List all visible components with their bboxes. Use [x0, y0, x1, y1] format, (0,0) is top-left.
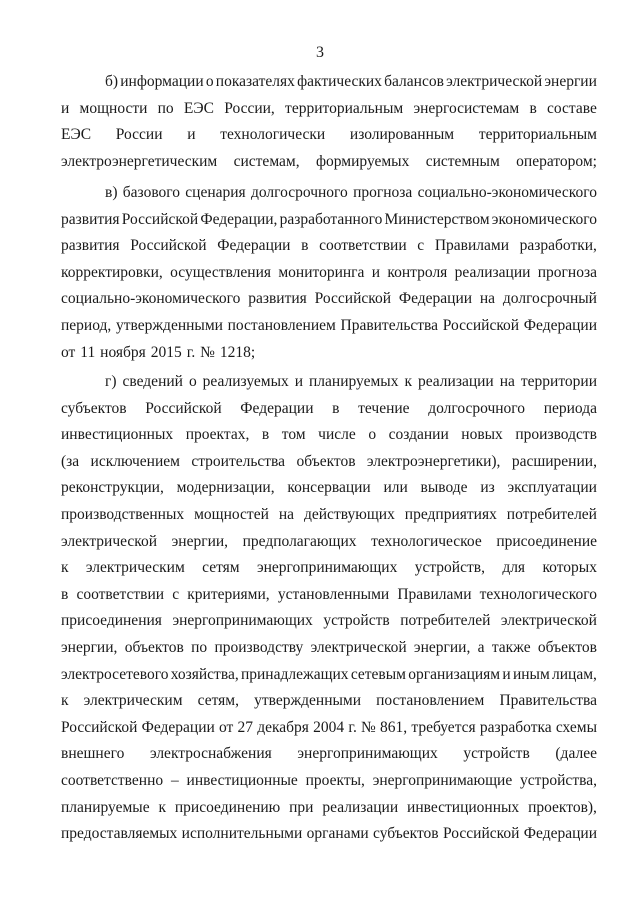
- word: принадлежащих: [240, 665, 349, 683]
- word: которых: [542, 559, 597, 577]
- word: устройств,: [414, 559, 485, 577]
- word: постановлением: [227, 316, 336, 334]
- page-number: 3: [316, 44, 324, 61]
- word: Министерством: [384, 210, 490, 228]
- paragraph-line: [61, 475, 597, 502]
- paragraph-line: [61, 502, 597, 529]
- word: Российской: [130, 237, 207, 255]
- word: проектах,: [185, 426, 250, 444]
- word: долгосрочный: [502, 290, 597, 308]
- word: устройств: [463, 745, 530, 763]
- paragraph-line: [61, 340, 597, 367]
- word: оператором;: [516, 152, 597, 170]
- word: 27: [237, 718, 254, 736]
- word: соответствии: [76, 585, 165, 603]
- word: энергии,: [61, 638, 118, 656]
- paragraph-v: [61, 180, 597, 366]
- word: территории: [520, 373, 597, 390]
- word: долгосрочного: [428, 399, 526, 417]
- word: в: [261, 426, 270, 444]
- word: выводе: [420, 479, 468, 497]
- word: развития: [248, 290, 307, 308]
- word: системам,: [233, 152, 300, 170]
- word: по: [157, 99, 174, 117]
- word: Федерации: [398, 290, 473, 308]
- word: энергопринимающих: [256, 559, 398, 577]
- paragraph-line: [61, 449, 597, 476]
- paragraph-line: [61, 369, 597, 396]
- word: лицам,: [552, 665, 597, 683]
- word: реализации: [322, 798, 399, 816]
- paragraph-line: [61, 688, 597, 715]
- word: реализации: [454, 263, 531, 281]
- word: (далее: [555, 745, 597, 763]
- paragraph-line: [61, 260, 597, 287]
- paragraph-line: [61, 768, 597, 795]
- word: Правительства: [340, 316, 439, 334]
- word: производству: [214, 638, 304, 656]
- word: сценария: [185, 184, 246, 201]
- word: и: [502, 665, 511, 683]
- word: балансов: [384, 73, 444, 90]
- word: электрической: [61, 532, 158, 550]
- word: №: [200, 343, 215, 361]
- word: сетям,: [197, 692, 239, 710]
- word: ЕЭС: [61, 126, 92, 144]
- word: по: [191, 638, 208, 656]
- paragraph-line: [61, 313, 597, 340]
- paragraph-line: [61, 149, 597, 176]
- word: предполагающих: [242, 532, 357, 550]
- word: из: [480, 479, 495, 497]
- word: прогноза: [353, 184, 413, 201]
- word: производственных: [61, 505, 185, 523]
- word: Правительства: [499, 692, 597, 710]
- paragraph-line: [61, 207, 597, 234]
- word: электрической: [446, 73, 543, 90]
- word: планируемых: [309, 373, 399, 390]
- word: о: [368, 426, 377, 444]
- word: том: [281, 426, 306, 444]
- paragraph-line: [61, 635, 597, 662]
- word: электрическим: [83, 692, 183, 710]
- word: устройства,: [520, 771, 597, 789]
- word: г): [105, 373, 117, 390]
- word: долгосрочного: [250, 184, 348, 201]
- word: о: [205, 73, 214, 90]
- word: расширении,: [511, 452, 597, 470]
- word: Российской: [442, 316, 520, 334]
- word: или: [383, 479, 408, 497]
- word: электрическим: [85, 559, 185, 577]
- paragraph-line: [61, 795, 597, 822]
- word: электрической: [500, 612, 597, 630]
- word: к: [158, 798, 166, 816]
- word: базового: [122, 184, 180, 201]
- word: консервации: [287, 479, 371, 497]
- word: объектов: [124, 638, 184, 656]
- word: 2004: [313, 718, 345, 736]
- word: развития: [61, 210, 120, 228]
- word: на: [278, 505, 295, 523]
- paragraph-line: [61, 96, 597, 123]
- word: мониторинга: [278, 263, 365, 281]
- paragraph-line: [61, 69, 597, 96]
- paragraph-line: [61, 821, 597, 848]
- word: декабря: [257, 718, 309, 736]
- word: модернизации,: [176, 479, 275, 497]
- word: социально-экономического: [61, 290, 241, 308]
- word: в: [61, 585, 69, 603]
- word: к: [404, 373, 412, 390]
- word: разработанного: [279, 210, 383, 228]
- word: г.: [186, 343, 196, 361]
- word: Российской: [121, 210, 199, 228]
- word: составе: [547, 99, 597, 117]
- word: объектов: [296, 452, 356, 470]
- word: схемы: [555, 718, 597, 736]
- word: электросетевого: [61, 665, 169, 683]
- word: электроэнергетики),: [366, 452, 501, 470]
- word: с: [172, 585, 180, 603]
- word: соответствии: [319, 237, 407, 255]
- word: органами: [306, 825, 369, 843]
- word: производств: [515, 426, 597, 444]
- paragraph-line: [61, 662, 597, 689]
- word: 11: [80, 343, 96, 361]
- word: территориальным: [285, 99, 404, 117]
- word: течение: [358, 399, 410, 417]
- word: формируемых: [315, 152, 410, 170]
- word: энергии,: [413, 638, 471, 656]
- word: 2015: [150, 343, 182, 361]
- word: субъектов: [61, 399, 127, 417]
- paragraph-line: [61, 582, 597, 609]
- word: создании: [388, 426, 449, 444]
- paragraph-line: [61, 180, 597, 207]
- word: а: [477, 638, 485, 656]
- paragraph-line: [61, 741, 597, 768]
- word: развития: [61, 237, 120, 255]
- paragraph-line: [61, 422, 597, 449]
- word: электроснабжения: [149, 745, 272, 763]
- word: г.: [348, 718, 357, 736]
- word: к: [61, 692, 69, 710]
- word: –: [170, 771, 179, 789]
- word: (за: [61, 452, 80, 470]
- word: устройств: [323, 612, 390, 630]
- word: о: [188, 373, 197, 390]
- word: Федерации,: [200, 210, 278, 228]
- paragraph-line: [61, 555, 597, 582]
- word: исполнительными: [181, 825, 303, 843]
- word: на: [499, 373, 515, 390]
- paragraph-line: [61, 529, 597, 556]
- word: присоединение: [496, 532, 597, 550]
- word: сетям: [202, 559, 240, 577]
- word: фактических: [297, 73, 382, 90]
- paragraph-line: [61, 122, 597, 149]
- word: Федерации: [217, 237, 291, 255]
- word: проектов),: [528, 798, 597, 816]
- word: от: [219, 718, 234, 736]
- word: соответственно: [61, 771, 164, 789]
- paragraph-line: [61, 286, 597, 313]
- word: прогноза: [537, 263, 597, 281]
- word: разработка: [479, 718, 552, 736]
- word: Российской: [314, 290, 392, 308]
- word: инвестиционных: [61, 426, 174, 444]
- word: №: [361, 718, 376, 736]
- word: показателях: [215, 73, 295, 90]
- word: энергии,: [171, 532, 229, 550]
- word: технологического: [479, 585, 597, 603]
- word: реконструкции,: [61, 479, 164, 497]
- word: 1218;: [219, 343, 256, 361]
- paragraph-line: [61, 233, 597, 260]
- word: социально-экономического: [417, 184, 597, 201]
- word: предоставляемых: [61, 825, 178, 843]
- word: сведений: [122, 373, 183, 390]
- word: на: [479, 290, 496, 308]
- word: субъектов: [373, 825, 439, 843]
- word: мощностей: [194, 505, 269, 523]
- word: энергопринимающие: [372, 771, 513, 789]
- word: 861,: [380, 718, 408, 736]
- word: установленными: [277, 585, 390, 603]
- word: сетевым: [350, 665, 406, 683]
- word: планируемые: [61, 798, 150, 816]
- word: утвержденными: [254, 692, 362, 710]
- word: внешнего: [61, 745, 125, 763]
- word: утвержденными: [115, 316, 223, 334]
- word: и: [294, 373, 304, 390]
- word: новых: [461, 426, 503, 444]
- word: Федерации: [240, 399, 314, 417]
- paragraph-b: [61, 69, 597, 175]
- word: требуется: [411, 718, 476, 736]
- word: экономического: [491, 210, 597, 228]
- word: и: [61, 99, 70, 117]
- word: России: [115, 126, 163, 144]
- word: разработки,: [519, 237, 597, 255]
- word: и: [371, 263, 381, 281]
- word: Российской: [145, 399, 222, 417]
- word: Российской: [61, 718, 138, 736]
- word: в: [332, 399, 340, 417]
- word: корректировки,: [61, 263, 163, 281]
- word: ноября: [100, 343, 146, 361]
- word: технологически: [220, 126, 326, 144]
- word: мощности: [79, 99, 148, 117]
- word: эксплуатации: [507, 479, 597, 497]
- word: период,: [61, 316, 112, 334]
- word: реализации: [417, 373, 494, 390]
- paragraph-g: [61, 369, 597, 848]
- word: энергопринимающих: [172, 612, 313, 630]
- word: в): [105, 184, 118, 201]
- word: с: [417, 237, 425, 255]
- word: электрической: [310, 638, 407, 656]
- word: для: [502, 559, 526, 577]
- word: в: [301, 237, 309, 255]
- word: Федерации: [523, 825, 597, 843]
- paragraph-line: [61, 608, 597, 635]
- word: технологическое: [371, 532, 482, 550]
- word: контроля: [387, 263, 448, 281]
- word: иным: [512, 665, 550, 683]
- word: к: [61, 559, 69, 577]
- word: постановлением: [376, 692, 485, 710]
- word: реализуемых: [202, 373, 289, 390]
- word: организациям: [408, 665, 501, 683]
- word: предприятиях: [404, 505, 497, 523]
- word: территориальным: [478, 126, 597, 144]
- word: периода: [543, 399, 597, 417]
- word: потребителей: [506, 505, 597, 523]
- word: хозяйства,: [170, 665, 239, 683]
- word: при: [289, 798, 314, 816]
- word: энергии: [544, 73, 597, 90]
- word: системным: [425, 152, 500, 170]
- word: проекты,: [305, 771, 365, 789]
- word: от: [61, 343, 76, 361]
- word: осуществления: [170, 263, 272, 281]
- word: информации: [120, 73, 204, 90]
- word: энергосистемам: [413, 99, 520, 117]
- word: Правилами: [434, 237, 509, 255]
- word: энергопринимающих: [297, 745, 438, 763]
- word: присоединения: [61, 612, 162, 630]
- word: критериями,: [187, 585, 270, 603]
- word: ЕЭС: [183, 99, 214, 117]
- word: также: [491, 638, 531, 656]
- word: б): [105, 73, 119, 90]
- word: Федерации: [523, 316, 597, 334]
- word: Федерации: [141, 718, 215, 736]
- word: в: [529, 99, 537, 117]
- word: потребителей: [400, 612, 491, 630]
- word: России,: [224, 99, 275, 117]
- word: объектов: [537, 638, 597, 656]
- word: Российской: [443, 825, 520, 843]
- paragraph-line: [61, 715, 597, 742]
- word: инвестиционные: [186, 771, 298, 789]
- word: строительства: [191, 452, 286, 470]
- word: действующих: [304, 505, 395, 523]
- word: присоединению: [174, 798, 281, 816]
- word: исключением: [90, 452, 180, 470]
- word: числе: [318, 426, 356, 444]
- word: электроэнергетическим: [61, 152, 218, 170]
- word: изолированным: [349, 126, 455, 144]
- word: Правилами: [397, 585, 472, 603]
- word: и: [187, 126, 196, 144]
- paragraph-line: [61, 396, 597, 423]
- word: инвестиционных: [407, 798, 520, 816]
